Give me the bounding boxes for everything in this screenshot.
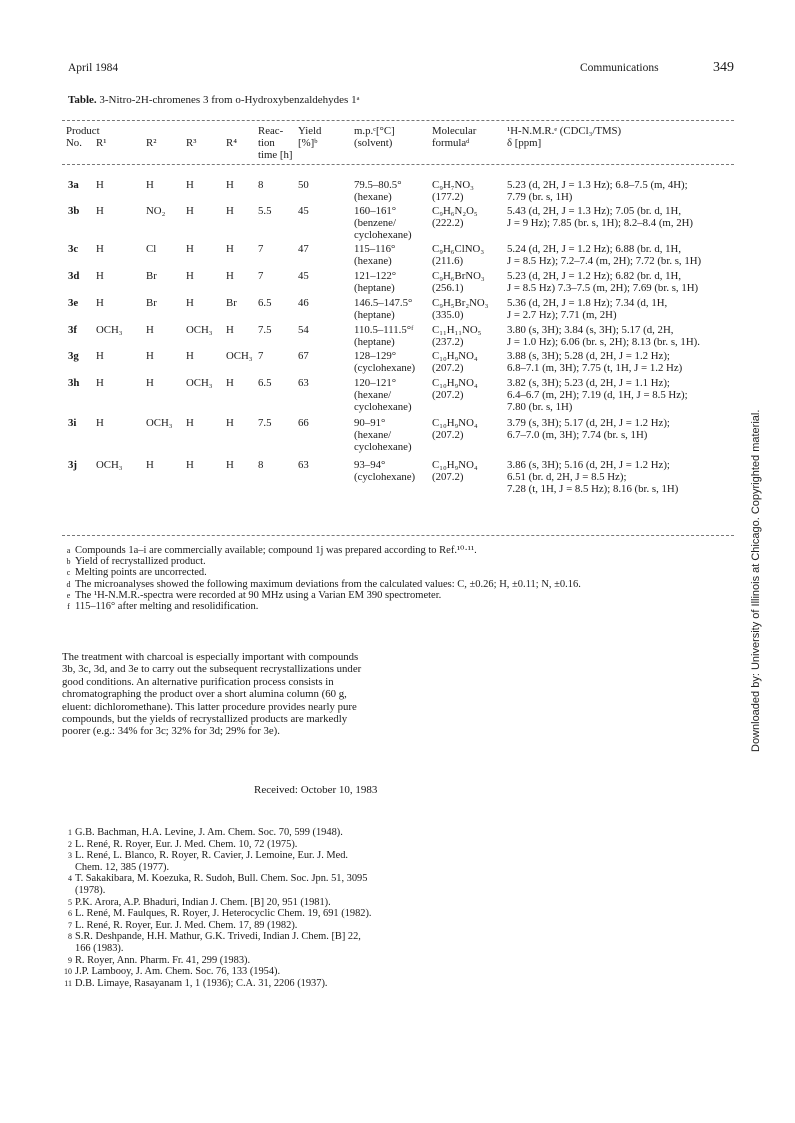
cell-r3: H bbox=[186, 243, 194, 255]
cell-time: 6.5 bbox=[258, 297, 272, 309]
cell-yield: 50 bbox=[298, 179, 309, 191]
cell-r3: H bbox=[186, 350, 194, 362]
cell-r4: H bbox=[226, 324, 234, 336]
cell-product: 3j bbox=[68, 459, 77, 471]
reference-text: P.K. Arora, A.P. Bhaduri, Indian J. Chem. [B] 20, 951 (1981). bbox=[75, 896, 331, 908]
cell-product: 3g bbox=[68, 350, 79, 362]
table-caption-text: 3-Nitro-2H-chromenes 3 from o-Hydroxybenzaldehydes 1ᵃ bbox=[99, 94, 360, 106]
footnote bbox=[62, 567, 742, 578]
cell-r3: OCH₃ bbox=[186, 377, 213, 389]
header-product: Product No. bbox=[66, 125, 100, 150]
reference-item bbox=[58, 966, 378, 978]
cell-formula: C₉H₆BrNO₃ (256.1) bbox=[432, 270, 485, 295]
reference-item bbox=[58, 931, 378, 954]
reference-number: 11 bbox=[64, 978, 72, 988]
reference-item bbox=[58, 827, 378, 839]
cell-product: 3i bbox=[68, 417, 77, 429]
cell-r2: H bbox=[146, 459, 154, 471]
cell-r2: H bbox=[146, 324, 154, 336]
reference-text: L. René, R. Royer, Eur. J. Med. Chem. 17, 89 (1982). bbox=[75, 919, 298, 931]
cell-formula: C₁₀H₉NO₄ (207.2) bbox=[432, 350, 478, 375]
cell-mp: 115–116° (hexane) bbox=[354, 243, 396, 268]
cell-time: 8 bbox=[258, 459, 264, 471]
cell-formula: C₉H₇NO₃ (177.2) bbox=[432, 179, 474, 204]
footnote-mark: e bbox=[66, 590, 71, 600]
running-header-section: Communications bbox=[580, 62, 659, 74]
cell-yield: 47 bbox=[298, 243, 309, 255]
cell-time: 7 bbox=[258, 270, 264, 282]
cell-nmr: 5.43 (d, 2H, J = 1.3 Hz); 7.05 (br. d, 1H, J = 9 Hz); 7.85 (br. s, 1H); 8.2–8.4 (m, 2H) bbox=[507, 205, 694, 230]
header-nmr: ¹H-N.M.R.ᵉ (CDCl₃/TMS) δ [ppm] bbox=[507, 125, 622, 150]
reference-number: 2 bbox=[68, 839, 72, 849]
cell-yield: 45 bbox=[298, 205, 309, 217]
table-caption-label: Table. bbox=[68, 94, 97, 106]
table-bottom-rule bbox=[62, 535, 734, 536]
cell-formula: C₉H₆N₂O₅ (222.2) bbox=[432, 205, 478, 230]
reference-text: T. Sakakibara, M. Koezuka, R. Sudoh, Bull. Chem. Soc. Jpn. 51, 3095 (1978). bbox=[75, 873, 368, 896]
cell-nmr: 3.79 (s, 3H); 5.17 (d, 2H, J = 1.2 Hz); 6.7–7.0 (m, 3H); 7.74 (br. s, 1H) bbox=[507, 417, 670, 442]
cell-time: 7 bbox=[258, 243, 264, 255]
cell-yield: 46 bbox=[298, 297, 309, 309]
reference-item bbox=[58, 955, 378, 967]
cell-product: 3d bbox=[68, 270, 80, 282]
cell-time: 8 bbox=[258, 179, 264, 191]
reference-item bbox=[58, 978, 378, 990]
cell-r1: OCH₃ bbox=[96, 324, 123, 336]
reference-item bbox=[58, 920, 378, 932]
reference-text: S.R. Deshpande, H.H. Mathur, G.K. Trivedi, Indian J. Chem. [B] 22, 166 (1983). bbox=[75, 931, 361, 954]
cell-mp: 121–122° (heptane) bbox=[354, 270, 397, 295]
cell-r1: OCH₃ bbox=[96, 459, 123, 471]
cell-r1: H bbox=[96, 205, 104, 217]
cell-time: 7.5 bbox=[258, 417, 272, 429]
cell-time: 7 bbox=[258, 350, 264, 362]
reference-item bbox=[58, 839, 378, 851]
cell-time: 6.5 bbox=[258, 377, 272, 389]
cell-yield: 67 bbox=[298, 350, 309, 362]
footnote-mark: f bbox=[67, 602, 70, 612]
header-r1: R¹ bbox=[96, 137, 107, 149]
footnote-text: The ¹H-N.M.R.-spectra were recorded at 90 MHz using a Varian EM 390 spectrometer. bbox=[75, 589, 442, 601]
cell-formula: C₁₀H₉NO₄ (207.2) bbox=[432, 417, 478, 442]
reference-list bbox=[58, 827, 378, 989]
table-caption bbox=[68, 94, 360, 106]
table-top-rule bbox=[62, 120, 734, 121]
cell-r2: NO₂ bbox=[146, 205, 166, 217]
cell-nmr: 5.23 (d, 2H, J = 1.3 Hz); 6.8–7.5 (m, 4H); 7.79 (br. s, 1H) bbox=[507, 179, 688, 204]
cell-r2: H bbox=[146, 377, 154, 389]
cell-r4: H bbox=[226, 270, 234, 282]
cell-mp: 110.5–111.5°ᶠ (heptane) bbox=[354, 324, 414, 349]
cell-formula: C₁₀H₉NO₄ (207.2) bbox=[432, 459, 478, 484]
cell-formula: C₁₁H₁₁NO₅ (237.2) bbox=[432, 324, 482, 349]
reference-number: 9 bbox=[68, 955, 72, 965]
cell-mp: 146.5–147.5° (heptane) bbox=[354, 297, 413, 322]
cell-mp: 93–94° (cyclohexane) bbox=[354, 459, 416, 484]
cell-yield: 63 bbox=[298, 459, 309, 471]
cell-r3: H bbox=[186, 179, 194, 191]
header-mp: m.p.ᶜ[°C] (solvent) bbox=[354, 125, 395, 150]
reference-item bbox=[58, 850, 378, 873]
cell-nmr: 5.36 (d, 2H, J = 1.8 Hz); 7.34 (d, 1H, J = 2.7 Hz); 7.71 (m, 2H) bbox=[507, 297, 668, 322]
cell-yield: 66 bbox=[298, 417, 309, 429]
footnote-text: Yield of recrystallized product. bbox=[75, 556, 206, 568]
cell-product: 3b bbox=[68, 205, 80, 217]
reference-text: L. René, M. Faulques, R. Royer, J. Heterocyclic Chem. 19, 691 (1982). bbox=[75, 908, 372, 920]
download-watermark: Downloaded by: University of Illinois at Chicago. Copyrighted material. bbox=[750, 409, 762, 752]
cell-mp: 120–121° (hexane/ cyclohexane) bbox=[354, 377, 412, 414]
footnote-mark: b bbox=[66, 557, 71, 567]
cell-r2: OCH₃ bbox=[146, 417, 173, 429]
reference-number: 1 bbox=[68, 828, 72, 837]
cell-r3: H bbox=[186, 205, 194, 217]
reference-number: 4 bbox=[68, 874, 72, 884]
cell-product: 3h bbox=[68, 377, 80, 389]
reference-number: 8 bbox=[68, 932, 72, 942]
cell-r1: H bbox=[96, 179, 104, 191]
cell-r4: H bbox=[226, 417, 234, 429]
cell-r4: OCH₃ bbox=[226, 350, 253, 362]
cell-r4: H bbox=[226, 459, 234, 471]
footnote-text: Melting points are uncorrected. bbox=[75, 567, 207, 579]
cell-r4: H bbox=[226, 243, 234, 255]
table-footnotes bbox=[62, 545, 742, 612]
cell-r4: H bbox=[226, 205, 234, 217]
cell-yield: 45 bbox=[298, 270, 309, 282]
footnote-text: 115–116° after melting and resolidification. bbox=[75, 601, 259, 613]
footnote bbox=[62, 545, 742, 556]
cell-r1: H bbox=[96, 417, 104, 429]
footnote bbox=[62, 590, 742, 601]
cell-yield: 54 bbox=[298, 324, 309, 336]
reference-text: G.B. Bachman, H.A. Levine, J. Am. Chem. Soc. 70, 599 (1948). bbox=[75, 827, 343, 838]
footnote-mark: d bbox=[66, 579, 71, 589]
cell-formula: C₉H₅Br₂NO₃ (335.0) bbox=[432, 297, 489, 322]
reference-item bbox=[58, 873, 378, 896]
cell-time: 5.5 bbox=[258, 205, 272, 217]
footnote bbox=[62, 579, 742, 590]
footnote-mark: a bbox=[66, 546, 71, 555]
cell-r2: H bbox=[146, 179, 154, 191]
reference-number: 6 bbox=[68, 909, 72, 919]
cell-nmr: 3.86 (s, 3H); 5.16 (d, 2H, J = 1.2 Hz); 6.51 (br. d, 2H, J = 8.5 Hz); 7.28 (t, 1H, J = 8.5 Hz); 8.16 (br. s, 1H) bbox=[507, 459, 679, 496]
reference-number: 5 bbox=[68, 897, 72, 907]
cell-mp: 128–129° (cyclohexane) bbox=[354, 350, 416, 375]
cell-r1: H bbox=[96, 350, 104, 362]
body-paragraph: The treatment with charcoal is especially important with compounds 3b, 3c, 3d, and 3e to carry out the subsequent recrystallizations under good conditions. An alternative purification process consists in chromatographing the product over a short alumina column (60 g, eluent: dichloromethane). This latter procedure provides nearly pure compounds, but the yields of recrystallized products are markedly poorer (e.g.: 34% for 3c; 32% for 3d; 29% for 3e). bbox=[62, 651, 362, 738]
cell-nmr: 5.24 (d, 2H, J = 1.2 Hz); 6.88 (br. d, 1H, J = 8.5 Hz); 7.2–7.4 (m, 2H); 7.72 (br. s, 1H) bbox=[507, 243, 702, 268]
cell-r3: H bbox=[186, 270, 194, 282]
reference-number: 7 bbox=[68, 920, 72, 930]
cell-mp: 79.5–80.5° (hexane) bbox=[354, 179, 402, 204]
cell-r1: H bbox=[96, 377, 104, 389]
reference-number: 3 bbox=[68, 851, 72, 861]
footnote-mark: c bbox=[66, 568, 71, 578]
cell-r3: H bbox=[186, 459, 194, 471]
cell-product: 3f bbox=[68, 324, 77, 336]
cell-r2: Cl bbox=[146, 243, 157, 255]
header-time: Reac- tion time [h] bbox=[258, 125, 293, 162]
cell-r4: Br bbox=[226, 297, 237, 309]
cell-nmr: 5.23 (d, 2H, J = 1.2 Hz); 6.82 (br. d, 1H, J = 8.5 Hz) 7.3–7.5 (m, 2H); 7.69 (br. s, 1H) bbox=[507, 270, 699, 295]
header-r4: R⁴ bbox=[226, 137, 237, 149]
reference-text: L. René, R. Royer, Eur. J. Med. Chem. 10, 72 (1975). bbox=[75, 838, 298, 850]
header-yield: Yield [%]ᵇ bbox=[298, 125, 322, 150]
cell-product: 3a bbox=[68, 179, 79, 191]
cell-nmr: 3.88 (s, 3H); 5.28 (d, 2H, J = 1.2 Hz); 6.8–7.1 (m, 3H); 7.75 (t, 1H, J = 1.2 Hz) bbox=[507, 350, 683, 375]
reference-item bbox=[58, 897, 378, 909]
cell-nmr: 3.80 (s, 3H); 3.84 (s, 3H); 5.17 (d, 2H, J = 1.0 Hz); 6.06 (br. s, 2H); 8.13 (br. s, 1H). bbox=[507, 324, 700, 349]
cell-yield: 63 bbox=[298, 377, 309, 389]
reference-text: J.P. Lambooy, J. Am. Chem. Soc. 76, 133 (1954). bbox=[75, 966, 281, 978]
cell-r1: H bbox=[96, 297, 104, 309]
cell-r1: H bbox=[96, 270, 104, 282]
cell-r3: H bbox=[186, 297, 194, 309]
cell-r1: H bbox=[96, 243, 104, 255]
reference-number: 10 bbox=[64, 967, 72, 977]
cell-nmr: 3.82 (s, 3H); 5.23 (d, 2H, J = 1.1 Hz); 6.4–6.7 (m, 2H); 7.19 (d, 1H, J = 8.5 Hz); 7.80 (br. s, 1H) bbox=[507, 377, 688, 414]
cell-r3: OCH₃ bbox=[186, 324, 213, 336]
footnote-text: The microanalyses showed the following maximum deviations from the calculated values: C, ±0.26; H, ±0.11; N, ±0.16. bbox=[75, 578, 581, 590]
header-r2: R² bbox=[146, 137, 157, 149]
cell-r4: H bbox=[226, 179, 234, 191]
cell-r2: Br bbox=[146, 270, 157, 282]
cell-mp: 160–161° (benzene/ cyclohexane) bbox=[354, 205, 412, 242]
cell-r2: Br bbox=[146, 297, 157, 309]
cell-product: 3e bbox=[68, 297, 79, 309]
running-header-date: April 1984 bbox=[68, 62, 119, 74]
cell-time: 7.5 bbox=[258, 324, 272, 336]
reference-text: L. René, L. Blanco, R. Royer, R. Cavier, J. Lemoine, Eur. J. Med. Chem. 12, 385 (1977). bbox=[75, 850, 349, 873]
cell-mp: 90–91° (hexane/ cyclohexane) bbox=[354, 417, 412, 454]
header-formula: Molecular formulaᵈ bbox=[432, 125, 477, 150]
reference-text: R. Royer, Ann. Pharm. Fr. 41, 299 (1983). bbox=[75, 954, 251, 966]
footnote bbox=[62, 601, 742, 612]
reference-item bbox=[58, 908, 378, 920]
cell-r2: H bbox=[146, 350, 154, 362]
header-r3: R³ bbox=[186, 137, 197, 149]
reference-text: D.B. Limaye, Rasayanam 1, 1 (1936); C.A. 31, 2206 (1937). bbox=[75, 977, 328, 989]
cell-formula: C₉H₆ClNO₃ (211.6) bbox=[432, 243, 485, 268]
cell-r3: H bbox=[186, 417, 194, 429]
page-number: 349 bbox=[713, 60, 734, 75]
footnote bbox=[62, 556, 742, 567]
footnote-text: Compounds 1a–i are commercially available; compound 1j was prepared according to Ref.¹⁰·¹¹. bbox=[75, 545, 477, 556]
cell-formula: C₁₀H₉NO₄ (207.2) bbox=[432, 377, 478, 402]
received-date: Received: October 10, 1983 bbox=[254, 784, 378, 796]
cell-product: 3c bbox=[68, 243, 79, 255]
table-header-rule bbox=[62, 164, 734, 165]
cell-r4: H bbox=[226, 377, 234, 389]
